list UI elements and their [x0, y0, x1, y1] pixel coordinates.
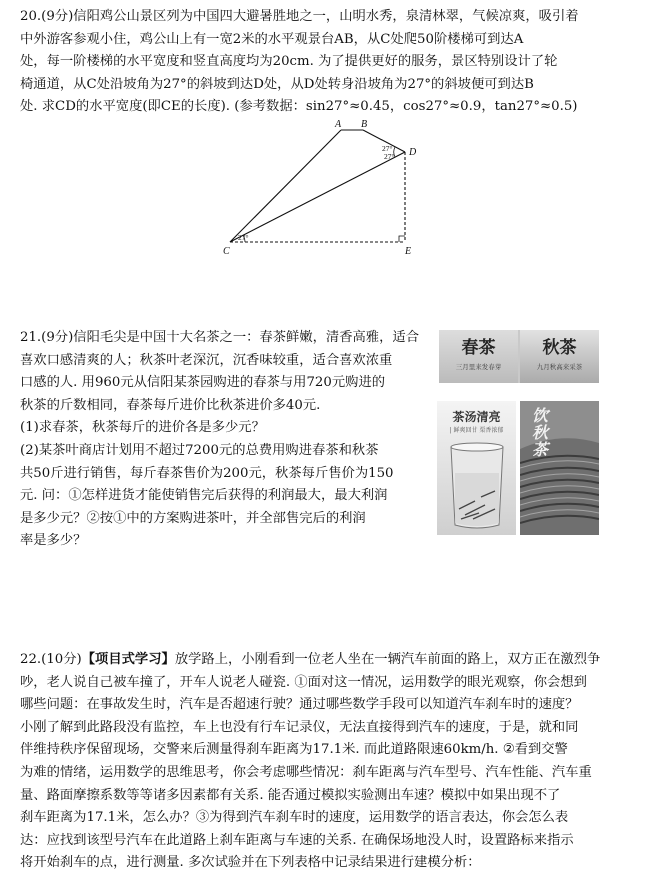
q21-line-7: 共50斤进行销售，每斤春茶售价为200元，秋茶每斤售价为150 [20, 465, 394, 481]
q22-line-10: 将开始刹车的点，进行测量. 多次试验并在下列表格中记录结果进行建模分析： [20, 855, 481, 871]
spring-tea-panel [439, 330, 518, 383]
spring-autumn-tea-banner [439, 330, 599, 383]
tea-field-photo [520, 401, 599, 535]
autumn-tea-subtitle: 九月秋高来采茶 [536, 363, 583, 371]
label-b: B [361, 119, 368, 130]
q21-line-9: 是多少元？②按①中的方案购进茶叶，并全部售完后的利润 [20, 510, 366, 526]
q22-line-7: 量、路面摩擦系数等等诸多因素都有关系. 能否通过模拟实验测出车速？模拟中如果出现不了 [20, 787, 561, 803]
q22-line-1 [20, 649, 600, 672]
tea-soup-photo [437, 401, 516, 535]
q20-line-5: 处. 求CD的水平宽度(即CE的长度). (参考数据：sin27°≈0.45，cos27°≈0.9，tan27°≈0.5) [20, 99, 578, 115]
q21-line-2: 喜欢口感清爽的人；秋茶叶老深沉，沉香味较重，适合喜欢浓重 [20, 352, 393, 368]
q22-project-tag: 【项目式学习】 [81, 652, 175, 667]
spring-tea-subtitle: 三月里来发春芽 [455, 363, 502, 371]
label-d: D [409, 147, 417, 158]
q22-number: 22.(10分) [20, 652, 82, 667]
angle-label-top-1: 27° [382, 144, 393, 153]
q22-line-3: 哪些问题：在事故发生时，汽车是否超速行驶？通过哪些数学手段可以知道汽车刹车时的速度？ [20, 697, 579, 713]
tea-glass-icon [437, 401, 516, 535]
tea-soup-subtitle: | 鲜爽回甘 栗香浓郁 [449, 427, 504, 434]
label-a: A [335, 119, 342, 130]
q20-line-4: 椅通道，从C处沿坡角为27°的斜坡到达D处，从D处转身沿坡角为27°的斜坡便可到达B [20, 76, 534, 92]
q20-line-2: 中外游客参观小住，鸡公山上有一宽2米的水平观景台AB，从C处爬50阶楼梯可到达A [20, 31, 524, 47]
q21-line-4: 秋茶的斤数相同，春茶每斤进价比秋茶进价多40元. [20, 397, 321, 413]
q22-line-6: 为难的情绪，运用数学的思维思考，你会考虑哪些情况：刹车距离与汽车型号、汽车性能、汽车重 [20, 764, 592, 780]
question-21 [20, 327, 419, 553]
q22-line-5: 伴维持秩序保留现场，交警来后测量得刹车距离为17.1米. 而此道路限速60km/h. ②看到交警 [20, 742, 568, 758]
tea-soup-title: 茶汤清亮 [452, 410, 501, 424]
q22-line-8: 刹车距离为17.1米，怎么办？③为得到汽车刹车时的速度，运用数学的语言表达，你会怎么表 [20, 810, 569, 826]
q22-line-4: 小刚了解到此路段没有监控，车上也没有行车记录仪，无法直接得到汽车的速度，于是，就和同 [20, 719, 579, 735]
q20-geometry-figure [215, 118, 425, 258]
autumn-tea-panel [520, 330, 599, 383]
label-e: E [405, 246, 412, 257]
question-22 [20, 649, 600, 875]
q21-line-1: 21.(9分)信阳毛尖是中国十大名茶之一：春茶鲜嫩，清香高雅，适合 [20, 330, 419, 345]
q22-line-9: 达：应找到该型号汽车在此道路上刹车距离与车速的关系. 在确保场地没人时，设置路标来指示 [20, 832, 574, 848]
q22-line-1-text: 放学路上，小刚看到一位老人坐在一辆汽车前面的路上，双方正在激烈争 [174, 652, 601, 667]
question-20 [20, 6, 579, 119]
q22-line-2: 吵，老人说自己被车撞了，开车人说老人碰瓷. ①面对这一情况，运用数学的眼光观察，你会想到 [20, 674, 587, 690]
q21-line-8: 元. 问：①怎样进货才能使销售完后获得的利润最大，最大利润 [20, 488, 388, 504]
q20-line-3: 处，每一阶楼梯的水平宽度和竖直高度均为20cm. 为了提供更好的服务，景区特别设计了轮 [20, 54, 558, 70]
q20-line-1: 20.(9分)信阳鸡公山景区列为中国四大避暑胜地之一，山明水秀，泉清林翠，气候凉爽，吸引着 [20, 9, 579, 24]
q21-line-3: 口感的人. 用960元从信阳某茶园购进的春茶与用720元购进的 [20, 375, 386, 391]
autumn-tea-title: 秋茶 [542, 338, 577, 358]
q21-line-6: (2)某茶叶商店计划用不超过7200元的总费用购进春茶和秋茶 [20, 442, 379, 458]
segment-ca [230, 130, 341, 242]
angle-label-c: 27° [238, 233, 249, 242]
right-angle-mark [399, 236, 405, 242]
angle-label-top-2: 27° [384, 152, 395, 161]
calligraphy-text: 饮秋茶 [532, 406, 549, 459]
q21-line-10: 率是多少？ [20, 533, 87, 549]
label-c: C [223, 246, 230, 257]
q21-line-5: (1)求春茶，秋茶每斤的进价各是多少元？ [20, 420, 265, 436]
spring-tea-title: 春茶 [461, 338, 496, 358]
segment-cd [230, 152, 405, 242]
